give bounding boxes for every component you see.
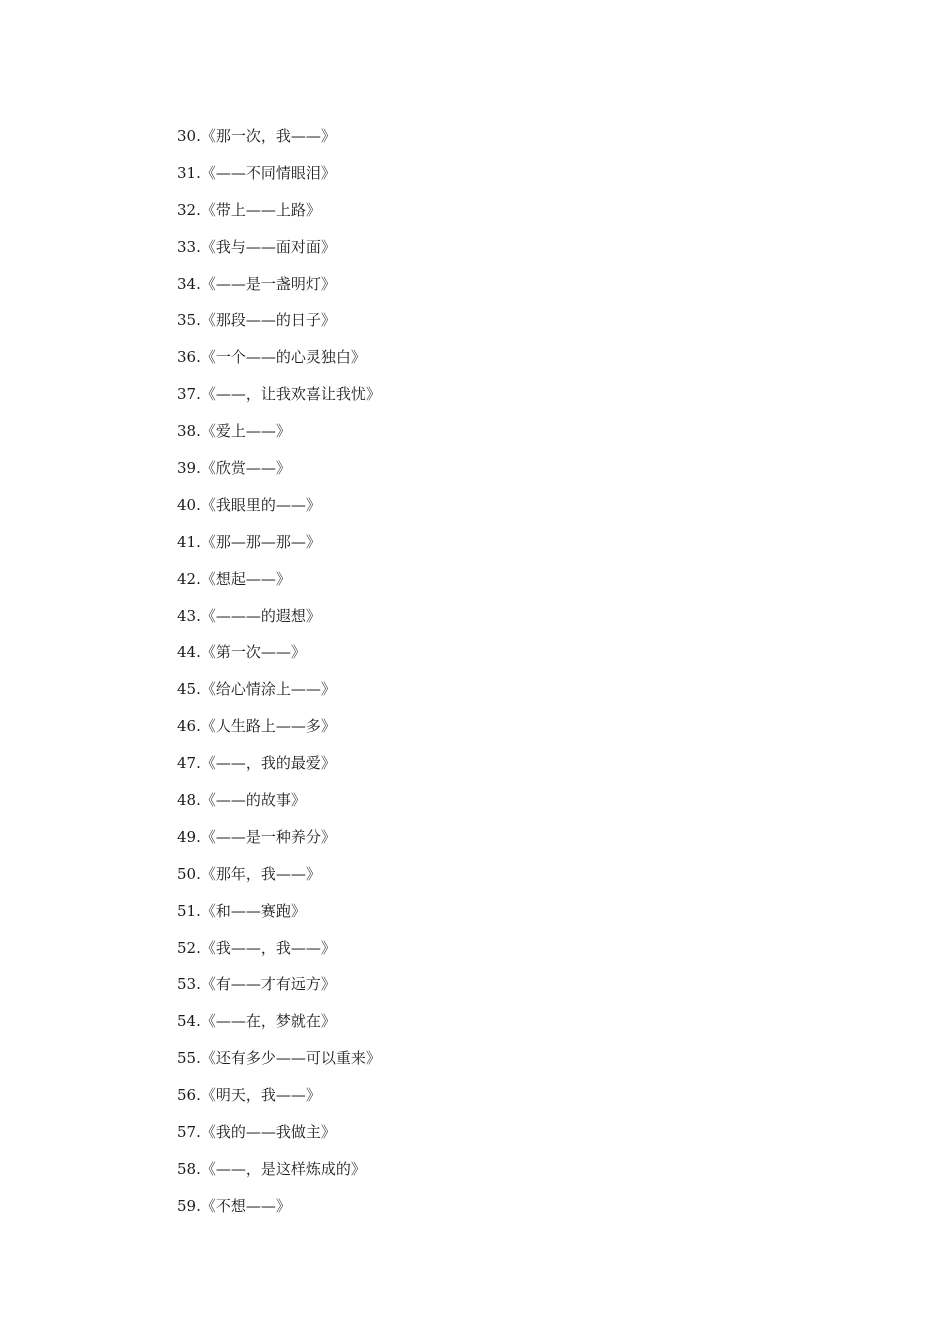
list-item: 47.《——，我的最爱》 xyxy=(177,754,336,773)
list-item: 32.《带上——上路》 xyxy=(177,200,321,219)
list-item: 48.《——的故事》 xyxy=(177,791,306,810)
list-item: 35.《那段——的日子》 xyxy=(177,311,336,330)
list-item: 39.《欣赏——》 xyxy=(177,459,291,478)
list-item: 56.《明天，我——》 xyxy=(177,1086,321,1105)
list-item: 44.《第一次——》 xyxy=(177,643,306,662)
list-item: 57.《我的——我做主》 xyxy=(177,1123,336,1142)
list-item: 30.《那一次，我——》 xyxy=(177,127,336,145)
list-item: 46.《人生路上——多》 xyxy=(177,717,336,736)
list-item: 40.《我眼里的——》 xyxy=(177,495,321,514)
list-item: 45.《给心情涂上——》 xyxy=(177,680,336,699)
list-item: 41.《那—那—那—》 xyxy=(177,532,321,551)
list-item: 55.《还有多少——可以重来》 xyxy=(177,1049,381,1068)
list-item: 34.《——是一盏明灯》 xyxy=(177,274,336,293)
list-item: 53.《有——才有远方》 xyxy=(177,975,336,994)
list-item: 43.《———的遐想》 xyxy=(177,606,321,625)
list-item: 37.《——，让我欢喜让我忧》 xyxy=(177,385,381,404)
essay-title-list xyxy=(177,124,381,1231)
list-item: 50.《那年，我——》 xyxy=(177,864,321,883)
list-item: 33.《我与——面对面》 xyxy=(177,237,336,256)
list-item: 51.《和——赛跑》 xyxy=(177,901,306,920)
list-item: 52.《我——，我——》 xyxy=(177,938,336,957)
list-item: 59.《不想——》 xyxy=(177,1196,291,1215)
list-item: 31.《——不同情眼泪》 xyxy=(177,163,336,182)
list-item: 42.《想起——》 xyxy=(177,569,291,588)
list-item: 49.《——是一种养分》 xyxy=(177,827,336,846)
list-item: 54.《——在，梦就在》 xyxy=(177,1012,336,1031)
list-item: 38.《爱上——》 xyxy=(177,422,291,441)
list-item: 58.《——，是这样炼成的》 xyxy=(177,1159,366,1178)
list-item: 36.《一个——的心灵独白》 xyxy=(177,348,366,367)
